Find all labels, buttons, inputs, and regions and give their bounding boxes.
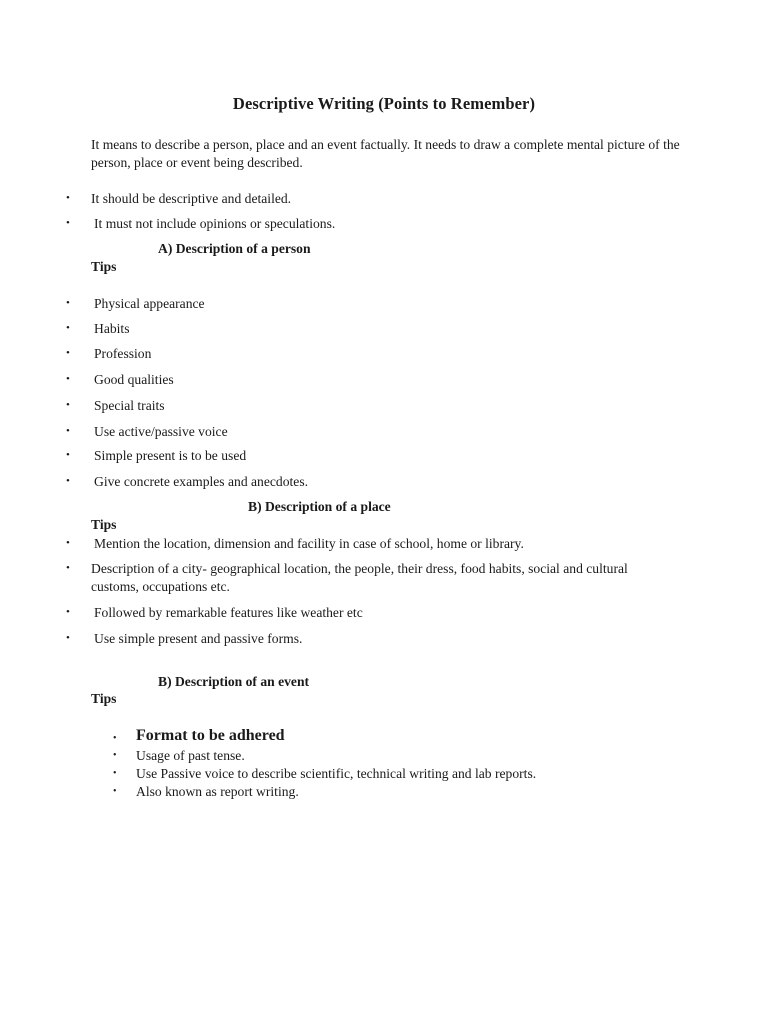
section-c-tips-label: Tips bbox=[91, 691, 117, 706]
list-item-text: Special traits bbox=[94, 398, 165, 413]
list-item bbox=[66, 295, 706, 313]
bullet-icon: • bbox=[66, 562, 70, 574]
list-item bbox=[66, 630, 706, 648]
bullet-icon: • bbox=[66, 475, 70, 487]
list-item bbox=[66, 560, 666, 595]
bullet-icon: • bbox=[66, 192, 70, 204]
list-item bbox=[66, 473, 706, 491]
section-c-heading: B) Description of an event bbox=[158, 674, 310, 689]
section-a-heading: A) Description of a person bbox=[158, 241, 311, 256]
bullet-icon: • bbox=[113, 750, 117, 761]
list-item-text: Mention the location, dimension and facility in case of school, home or library. bbox=[94, 536, 524, 551]
bullet-icon: • bbox=[66, 399, 70, 411]
list-item-text: Description of a city- geographical location, the people, their dress, food habits, social and cultural customs, occupations etc. bbox=[91, 561, 628, 594]
bullet-icon: • bbox=[66, 425, 70, 437]
list-item-text: Use simple present and passive forms. bbox=[94, 631, 303, 646]
list-item bbox=[113, 747, 673, 764]
list-item-text: Usage of past tense. bbox=[136, 748, 245, 763]
list-item-text: Physical appearance bbox=[94, 296, 205, 311]
list-item bbox=[113, 765, 673, 782]
section-b-heading: B) Description of a place bbox=[248, 499, 391, 514]
bullet-icon: • bbox=[66, 297, 70, 309]
list-item bbox=[66, 371, 706, 389]
list-item-text: Simple present is to be used bbox=[94, 448, 247, 463]
list-item-text: Give concrete examples and anecdotes. bbox=[94, 474, 309, 489]
list-item bbox=[66, 535, 706, 553]
bullet-icon: • bbox=[66, 537, 70, 549]
section-b-tips-label: Tips bbox=[91, 517, 117, 532]
format-heading: Format to be adhered bbox=[136, 727, 285, 744]
list-item bbox=[66, 447, 706, 465]
list-item bbox=[66, 320, 706, 338]
list-item bbox=[66, 345, 706, 363]
list-item bbox=[66, 397, 706, 415]
bullet-icon: • bbox=[113, 786, 117, 797]
bullet-icon: • bbox=[113, 733, 117, 744]
list-item-text: Followed by remarkable features like weather etc bbox=[94, 605, 363, 620]
list-item-text: Also known as report writing. bbox=[136, 784, 299, 799]
list-item bbox=[66, 423, 706, 441]
list-item bbox=[66, 190, 706, 208]
bullet-icon: • bbox=[66, 449, 70, 461]
list-item bbox=[113, 783, 673, 800]
list-item-text: Habits bbox=[94, 321, 130, 336]
list-item-text: Profession bbox=[94, 346, 152, 361]
bullet-icon: • bbox=[66, 217, 70, 229]
bullet-icon: • bbox=[66, 373, 70, 385]
bullet-icon: • bbox=[113, 768, 117, 779]
list-item-text: Use Passive voice to describe scientific, technical writing and lab reports. bbox=[136, 766, 537, 781]
bullet-icon: • bbox=[66, 632, 70, 644]
list-item bbox=[66, 604, 706, 622]
section-a-tips-label: Tips bbox=[91, 259, 117, 274]
intro-paragraph: It means to describe a person, place and an event factually. It needs to draw a complete mental picture of the person, place or event being described. bbox=[91, 137, 680, 170]
list-item bbox=[113, 727, 673, 744]
list-item-text: Good qualities bbox=[94, 372, 174, 387]
bullet-icon: • bbox=[66, 606, 70, 618]
bullet-icon: • bbox=[66, 347, 70, 359]
list-item bbox=[66, 215, 706, 233]
list-item-text: It should be descriptive and detailed. bbox=[91, 191, 292, 206]
bullet-icon: • bbox=[66, 322, 70, 334]
list-item-text: It must not include opinions or speculations. bbox=[94, 216, 336, 231]
page-title: Descriptive Writing (Points to Remember) bbox=[232, 94, 536, 113]
list-item-text: Use active/passive voice bbox=[94, 424, 228, 439]
